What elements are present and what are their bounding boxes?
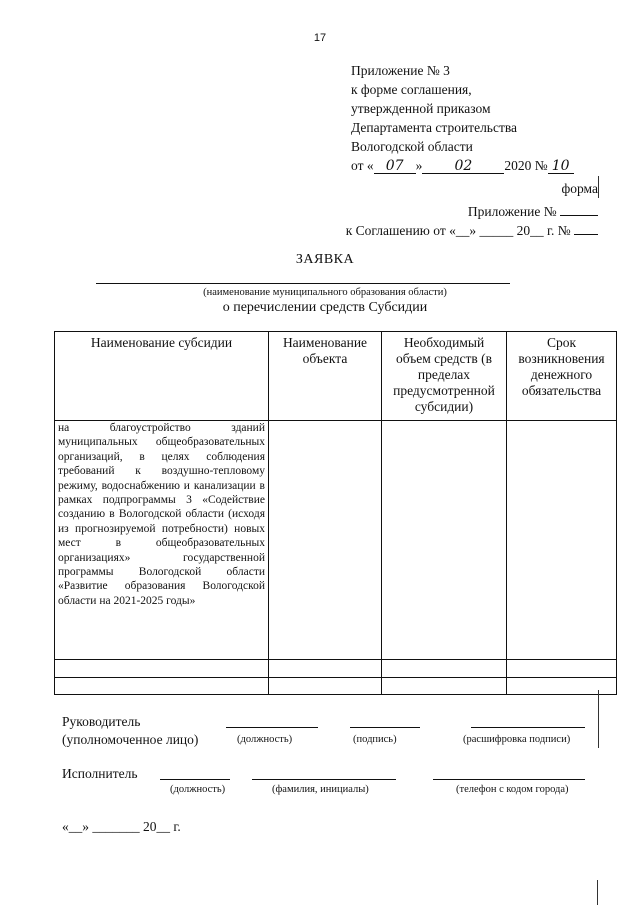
subsidy-table [54, 331, 617, 695]
head-label: Руководитель [62, 714, 141, 729]
approval-date-line: от « 07 » 02 2020 № 10 [351, 156, 574, 175]
table-row [55, 678, 617, 695]
agreement-number-blank [574, 220, 598, 235]
head-signature-caption: (подпись) [353, 734, 397, 745]
approval-line-3: утвержденной приказом [351, 101, 491, 116]
attachment-number-blank [560, 201, 598, 216]
approval-block [351, 61, 574, 175]
executor-name-caption: (фамилия, инициалы) [272, 784, 369, 795]
approval-month: 02 [422, 159, 504, 174]
header-amount: Необходимый объем средств (в пределах предусмотренной субсидии) [382, 332, 507, 421]
table-row [55, 421, 617, 660]
approval-line-1: Приложение № 3 [351, 63, 450, 78]
object-cell[interactable] [269, 421, 382, 660]
header-subsidy: Наименование субсидии [55, 332, 269, 421]
header-deadline: Срок возникновения денежного обязательства [507, 332, 617, 421]
executor-label: Исполнитель [62, 766, 138, 781]
amount-cell[interactable] [382, 421, 507, 660]
executor-position-caption: (должность) [170, 784, 226, 795]
document-subtitle: о перечислении средств Субсидии [222, 300, 428, 315]
head-position-caption: (должность) [237, 734, 293, 745]
agreement-line: к Соглашению от «__» _____ 20__ г. № [346, 220, 598, 239]
table-row [55, 660, 617, 678]
deadline-cell[interactable] [507, 421, 617, 660]
form-label: форма [561, 181, 598, 196]
scan-edge-mark [598, 690, 599, 748]
approval-line-5: Вологодской области [351, 139, 473, 154]
approval-line-4: Департамента строительства [351, 120, 518, 135]
executor-name-line[interactable] [252, 779, 396, 780]
scan-edge-mark [598, 176, 599, 198]
head-decoding-line[interactable] [471, 727, 585, 728]
head-signature-line[interactable] [350, 727, 420, 728]
executor-phone-line[interactable] [433, 779, 585, 780]
date-line: «__» _______ 20__ г. [62, 819, 181, 834]
approval-day: 07 [374, 159, 416, 174]
header-object: Наименование объекта [269, 332, 382, 421]
page-number: 17 [313, 32, 327, 44]
subsidy-description: на благоустройство зданий муниципальных общеобразовательных организаций, в целях соблюдения требований к воздушно-тепловому режиму, водоснабжению и канализации в рамках подпрограммы 3 «Содействие созданию в Вологодской области (исходя из прогнозируемой потребности) новых мест в общеобразовательных организациях» государственной программы Вологодской области «Развитие образования Вологодской области на 2021-2025 годы» [55, 421, 269, 660]
municipality-line [96, 283, 510, 284]
scan-edge-mark [597, 880, 598, 905]
executor-phone-caption: (телефон с кодом города) [456, 784, 569, 795]
municipality-caption: (наименование муниципального образования области) [203, 287, 447, 298]
approval-line-2: к форме соглашения, [351, 82, 472, 97]
approval-number: 10 [548, 159, 574, 174]
head-sub-label: (уполномоченное лицо) [62, 732, 199, 747]
attachment-number-line: Приложение № [468, 201, 598, 220]
head-decoding-caption: (расшифровка подписи) [463, 734, 571, 745]
table-header-row [55, 332, 617, 421]
document-title: ЗАЯВКА [295, 252, 355, 267]
executor-position-line[interactable] [160, 779, 230, 780]
head-position-line[interactable] [226, 727, 318, 728]
